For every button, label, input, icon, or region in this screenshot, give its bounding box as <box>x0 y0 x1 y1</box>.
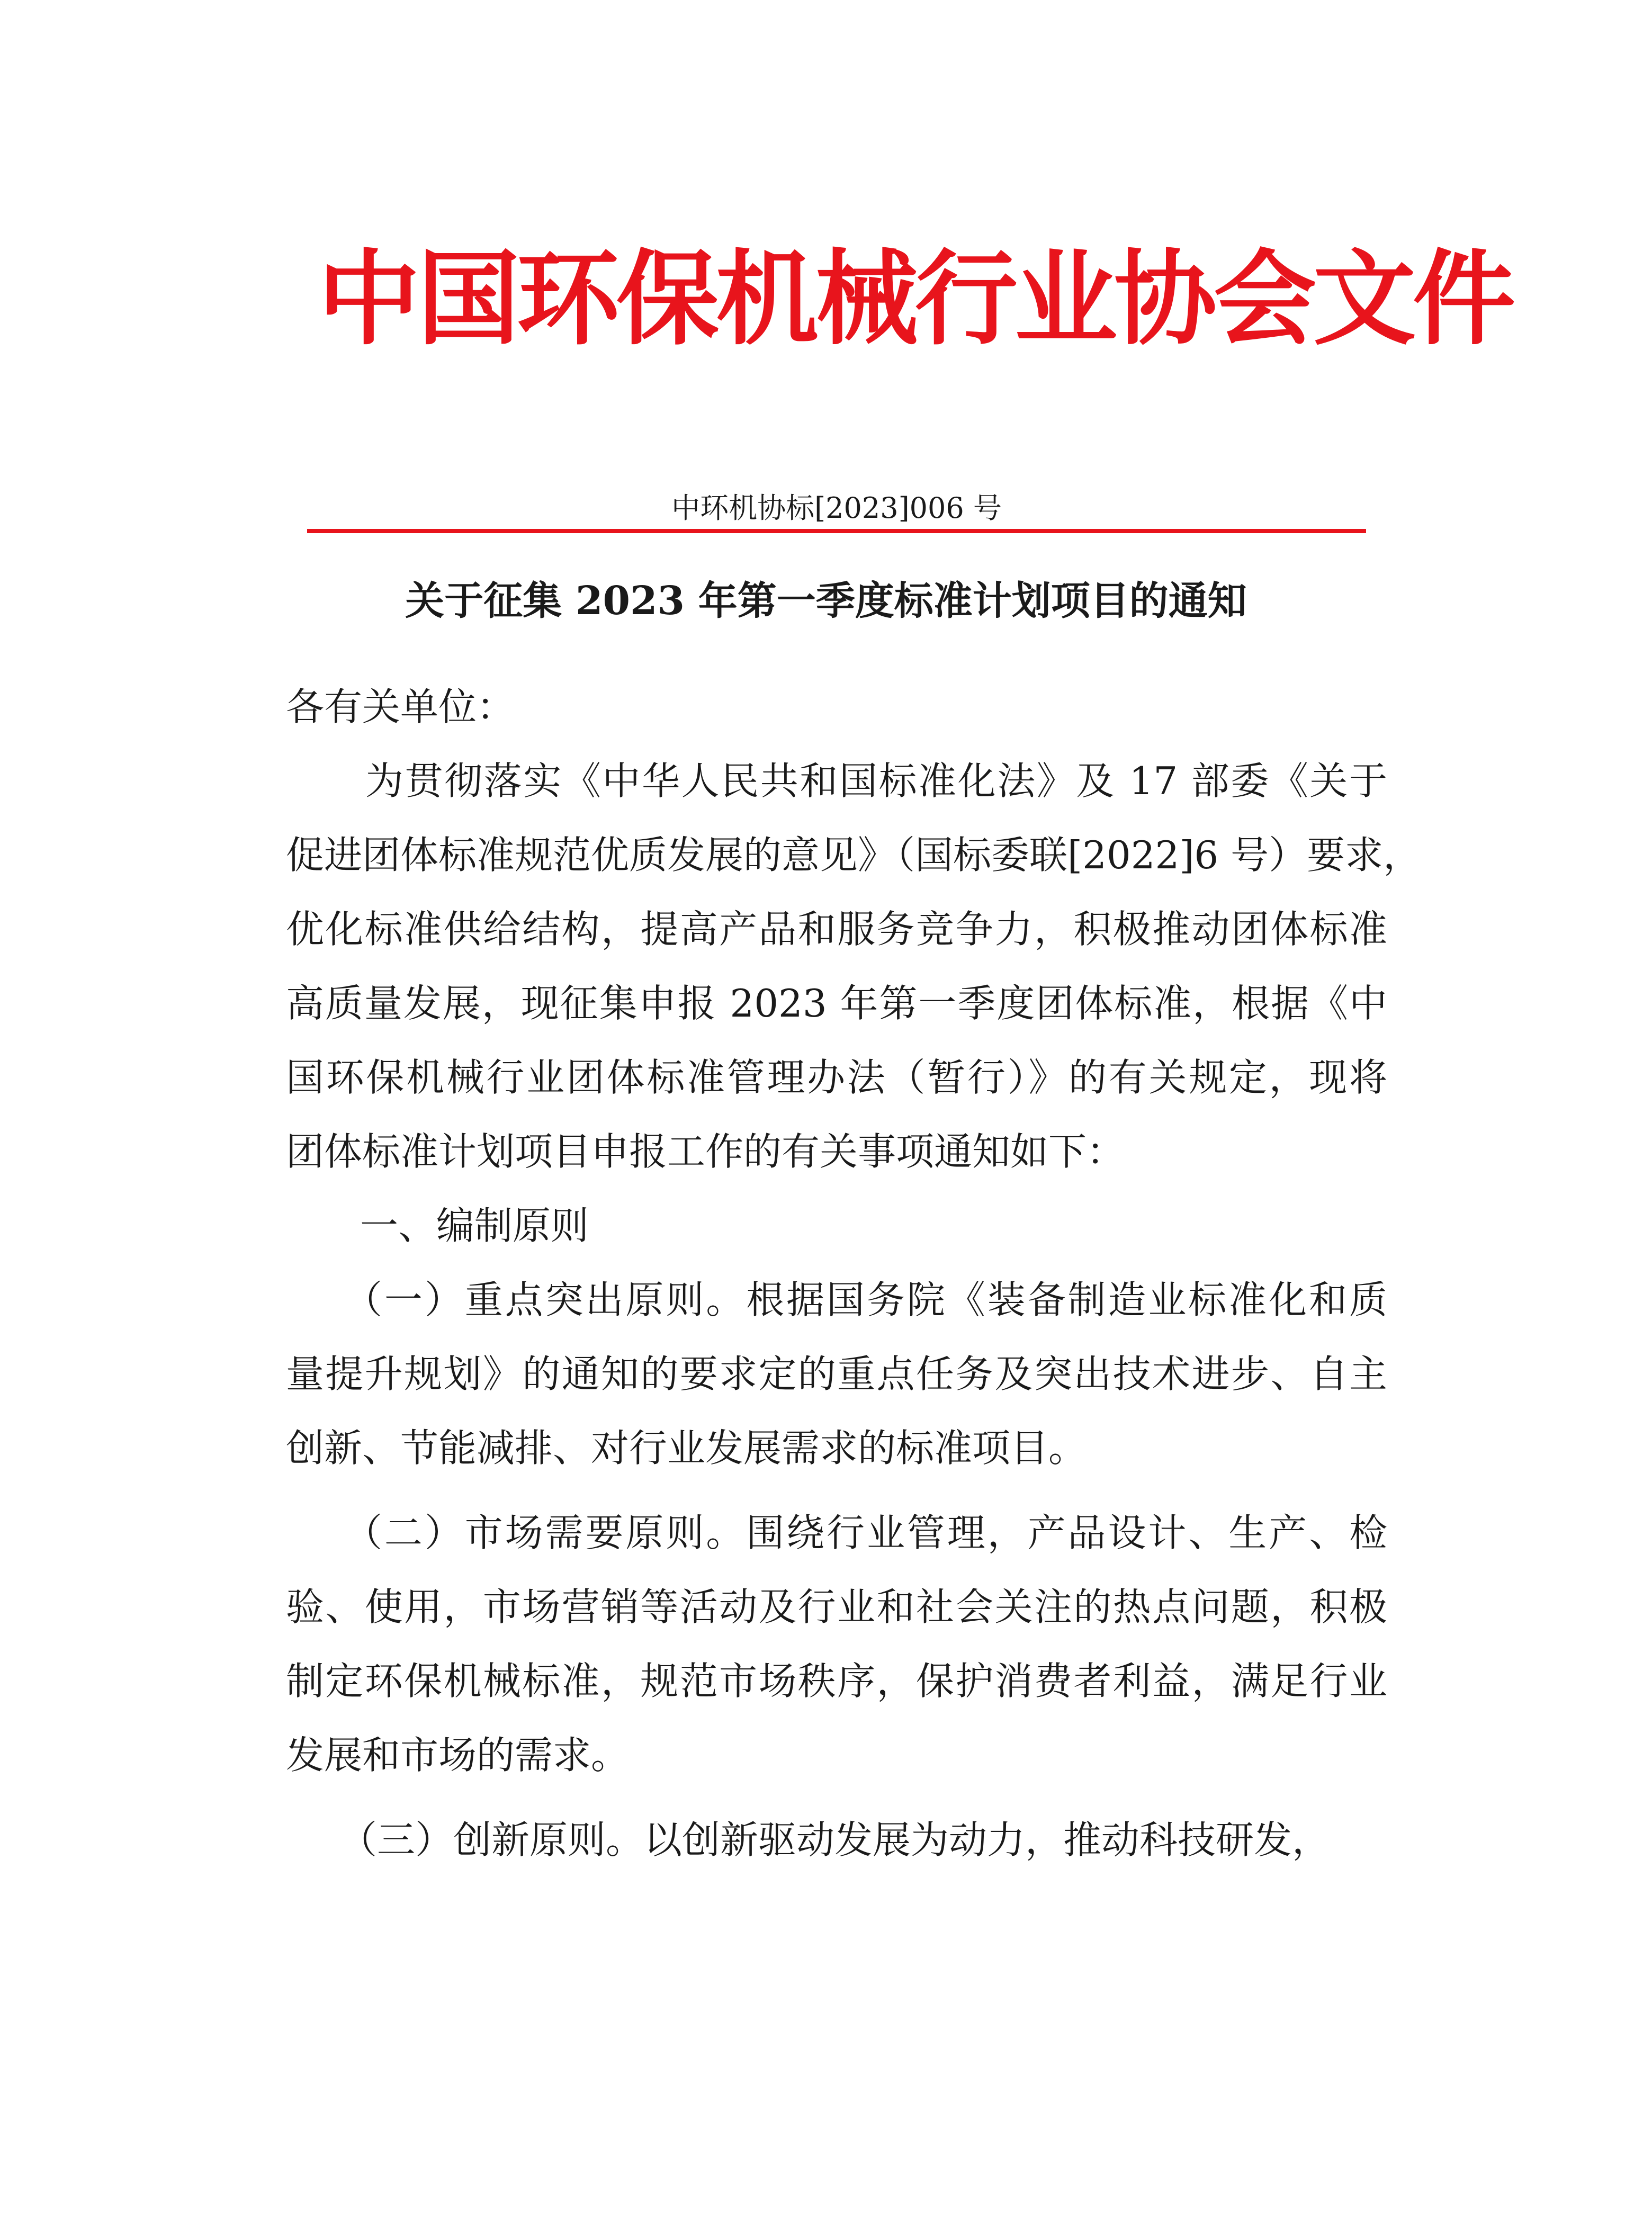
paragraph-line: 创新、节能减排、对行业发展需求的标准项目。 <box>286 1426 1087 1470</box>
paragraph-line: 促进团体标准规范优质发展的意见》（国标委联[2022]6 号）要求， <box>286 833 1422 877</box>
paragraph-line: 团体标准计划项目申报工作的有关事项通知如下： <box>286 1129 1125 1174</box>
paragraph-line: （二）市场需要原则。围绕行业管理，产品设计、生产、检 <box>344 1511 1387 1555</box>
paragraph-line: （一）重点突出原则。根据国务院《装备制造业标准化和质 <box>344 1278 1387 1322</box>
paragraph-line: 国环保机械行业团体标准管理办法（暂行）》的有关规定，现将 <box>286 1055 1387 1100</box>
section-heading: 一、编制原则 <box>360 1203 589 1248</box>
document-number: 中环机协标[2023]006 号 <box>671 491 1002 525</box>
paragraph-line: 为贯彻落实《中华人民共和国标准化法》及 17 部委《关于 <box>365 759 1387 803</box>
paragraph-line: 高质量发展，现征集申报 2023 年第一季度团体标准，根据《中 <box>286 981 1387 1026</box>
paragraph-line: 发展和市场的需求。 <box>286 1733 630 1777</box>
paragraph-line: （三）创新原则。以创新驱动发展为动力，推动科技研发， <box>339 1818 1331 1862</box>
red-divider-rule <box>307 529 1366 533</box>
paragraph-line: 制定环保机械标准，规范市场秩序，保护消费者利益，满足行业 <box>286 1659 1387 1703</box>
paragraph-line: 验、使用，市场营销等活动及行业和社会关注的热点问题，积极 <box>286 1585 1387 1629</box>
paragraph-line: 量提升规划》的通知的要求定的重点任务及突出技术进步、自主 <box>286 1352 1387 1396</box>
org-masthead-title: 中国环保机械行业协会文件 <box>318 239 1512 359</box>
paragraph-line: 优化标准供给结构，提高产品和服务竞争力，积极推动团体标准 <box>286 907 1387 951</box>
salutation: 各有关单位： <box>286 685 515 729</box>
notice-title: 关于征集 2023 年第一季度标准计划项目的通知 <box>405 578 1247 624</box>
